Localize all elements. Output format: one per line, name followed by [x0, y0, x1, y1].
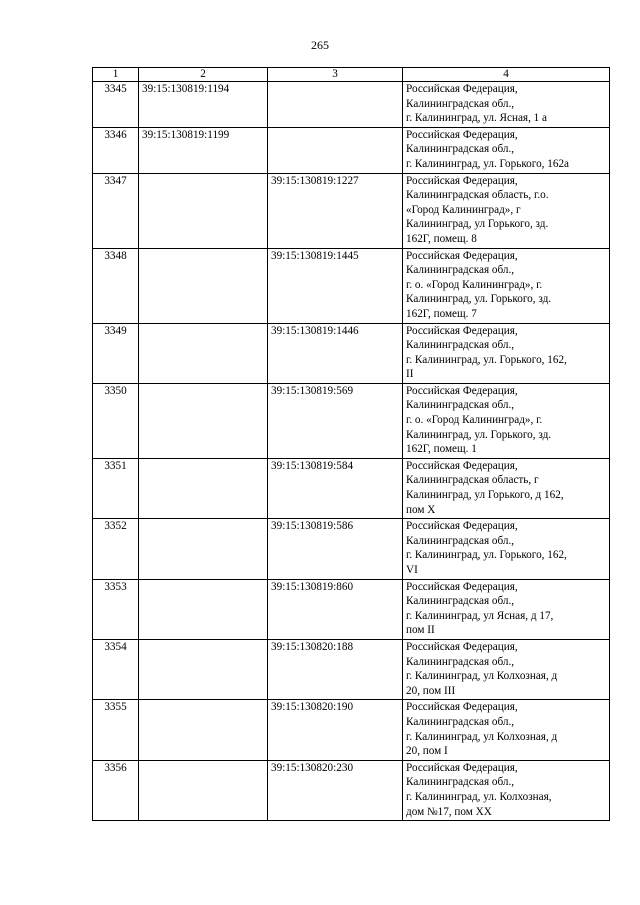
row-number-cell: 3348 — [93, 248, 139, 323]
address-line: Калининградская обл., — [406, 655, 515, 668]
address-line: Калининградская обл., — [406, 595, 515, 608]
address-line: Российская Федерация, — [406, 640, 518, 653]
address-line: Калининградская обл., — [406, 399, 515, 412]
address-line: г. о. «Город Калининград», г. — [406, 414, 543, 427]
cadastral-number-cell — [139, 639, 268, 699]
address-cell — [403, 639, 610, 699]
premises-cadastral-number-cell: 39:15:130819:1445 — [268, 248, 403, 323]
address-line: г. Калининград, ул Ясная, д 17, — [406, 609, 554, 622]
address-line: 162Г, помещ. 1 — [406, 443, 477, 456]
row-number-cell: 3354 — [93, 639, 139, 699]
address-line: Калининград, ул. Горького, зд. — [406, 428, 552, 441]
cadastral-number-cell — [139, 323, 268, 383]
cadastral-number-cell — [139, 173, 268, 248]
header-row — [93, 68, 610, 82]
address-line: 20, пом I — [406, 745, 448, 758]
address-cell — [403, 458, 610, 518]
address-line: г. Калининград, ул Колхозная, д — [406, 730, 558, 743]
address-line: Калининградская обл., — [406, 776, 515, 789]
cadastral-number-cell — [139, 458, 268, 518]
cadastral-number-cell: 39:15:130819:1194 — [139, 82, 268, 128]
table-row — [93, 639, 610, 699]
row-number-cell: 3352 — [93, 519, 139, 579]
address-line: Российская Федерация, — [406, 249, 518, 262]
address-line: Калининградская обл., — [406, 97, 515, 110]
premises-cadastral-number-cell: 39:15:130820:188 — [268, 639, 403, 699]
row-number-cell: 3353 — [93, 579, 139, 639]
address-line: Российская Федерация, — [406, 128, 518, 141]
address-cell — [403, 82, 610, 128]
premises-cadastral-number-cell: 39:15:130819:1227 — [268, 173, 403, 248]
address-cell — [403, 519, 610, 579]
address-line: Российская Федерация, — [406, 761, 518, 774]
address-line: г. Калининград, ул Колхозная, д — [406, 670, 558, 683]
premises-cadastral-number-cell: 39:15:130819:584 — [268, 458, 403, 518]
premises-cadastral-number-cell — [268, 127, 403, 173]
header-col-1: 1 — [93, 68, 139, 82]
cadastral-number-cell — [139, 700, 268, 760]
header-col-4: 4 — [403, 68, 610, 82]
address-line: Российская Федерация, — [406, 324, 518, 337]
row-number-cell: 3355 — [93, 700, 139, 760]
address-cell — [403, 248, 610, 323]
address-line: Российская Федерация, — [406, 580, 518, 593]
address-line: Российская Федерация, — [406, 459, 518, 472]
table-row — [93, 383, 610, 458]
header-col-2: 2 — [139, 68, 268, 82]
address-line: г. Калининград, ул. Горького, 162, — [406, 353, 567, 366]
table-row — [93, 760, 610, 820]
address-line: VI — [406, 564, 418, 576]
premises-cadastral-number-cell: 39:15:130819:1446 — [268, 323, 403, 383]
table-row — [93, 127, 610, 173]
address-line: Российская Федерация, — [406, 384, 518, 397]
cadastral-number-cell — [139, 579, 268, 639]
cadastral-number-cell — [139, 248, 268, 323]
address-line: Калининградская область, г — [406, 474, 539, 487]
address-line: г. Калининград, ул. Горького, 162, — [406, 549, 567, 562]
address-line: г. о. «Город Калининград», г. — [406, 278, 543, 291]
address-cell — [403, 760, 610, 820]
address-line: Российская Федерация, — [406, 83, 518, 95]
address-line: г. Калининград, ул. Ясная, 1 а — [406, 112, 548, 125]
address-line: пом II — [406, 624, 435, 637]
premises-cadastral-number-cell — [268, 82, 403, 128]
table-row — [93, 82, 610, 128]
address-line: «Город Калининград», г — [406, 203, 521, 216]
table-row — [93, 519, 610, 579]
page-number: 265 — [311, 38, 329, 52]
row-number-cell: 3356 — [93, 760, 139, 820]
address-line: Калининградская обл., — [406, 715, 515, 728]
address-line: Калининградская обл., — [406, 339, 515, 352]
cadastral-number-cell — [139, 383, 268, 458]
address-cell — [403, 700, 610, 760]
address-line: Российская Федерация, — [406, 701, 518, 714]
row-number-cell: 3349 — [93, 323, 139, 383]
cadastral-number-cell — [139, 760, 268, 820]
registry-table — [92, 67, 610, 821]
address-line: 20, пом III — [406, 684, 456, 697]
row-number-cell: 3346 — [93, 127, 139, 173]
row-number-cell: 3347 — [93, 173, 139, 248]
address-line: Калининград, ул Горького, зд. — [406, 218, 549, 231]
table-body — [93, 82, 610, 821]
header-col-3: 3 — [268, 68, 403, 82]
address-line: пом X — [406, 503, 436, 516]
table-row — [93, 700, 610, 760]
address-line: дом №17, пом XX — [406, 805, 492, 818]
address-cell — [403, 323, 610, 383]
premises-cadastral-number-cell: 39:15:130819:860 — [268, 579, 403, 639]
table-row — [93, 173, 610, 248]
address-line: Калининград, ул. Горького, зд. — [406, 293, 552, 306]
address-line: Калининградская обл., — [406, 143, 515, 156]
address-line: г. Калининград, ул. Колхозная, — [406, 790, 552, 803]
address-line: 162Г, помещ. 7 — [406, 307, 477, 320]
cadastral-number-cell: 39:15:130819:1199 — [139, 127, 268, 173]
address-line: г. Калининград, ул. Горького, 162а — [406, 157, 570, 170]
premises-cadastral-number-cell: 39:15:130820:190 — [268, 700, 403, 760]
address-line: Российская Федерация, — [406, 520, 518, 533]
row-number-cell: 3350 — [93, 383, 139, 458]
address-line: 162Г, помещ. 8 — [406, 232, 477, 245]
table-row — [93, 458, 610, 518]
premises-cadastral-number-cell: 39:15:130819:586 — [268, 519, 403, 579]
cadastral-number-cell — [139, 519, 268, 579]
address-cell — [403, 383, 610, 458]
address-cell — [403, 173, 610, 248]
address-line: II — [406, 368, 414, 381]
table-row — [93, 323, 610, 383]
address-line: Калининградская обл., — [406, 264, 515, 277]
address-line: Российская Федерация, — [406, 174, 518, 187]
address-line: Калининградская область, г.о. — [406, 189, 549, 202]
premises-cadastral-number-cell: 39:15:130820:230 — [268, 760, 403, 820]
row-number-cell: 3345 — [93, 82, 139, 128]
address-cell — [403, 579, 610, 639]
row-number-cell: 3351 — [93, 458, 139, 518]
address-cell — [403, 127, 610, 173]
address-line: Калининград, ул Горького, д 162, — [406, 489, 564, 502]
table-header — [93, 68, 610, 82]
table-row — [93, 579, 610, 639]
address-line: Калининградская обл., — [406, 534, 515, 547]
table-row — [93, 248, 610, 323]
premises-cadastral-number-cell: 39:15:130819:569 — [268, 383, 403, 458]
